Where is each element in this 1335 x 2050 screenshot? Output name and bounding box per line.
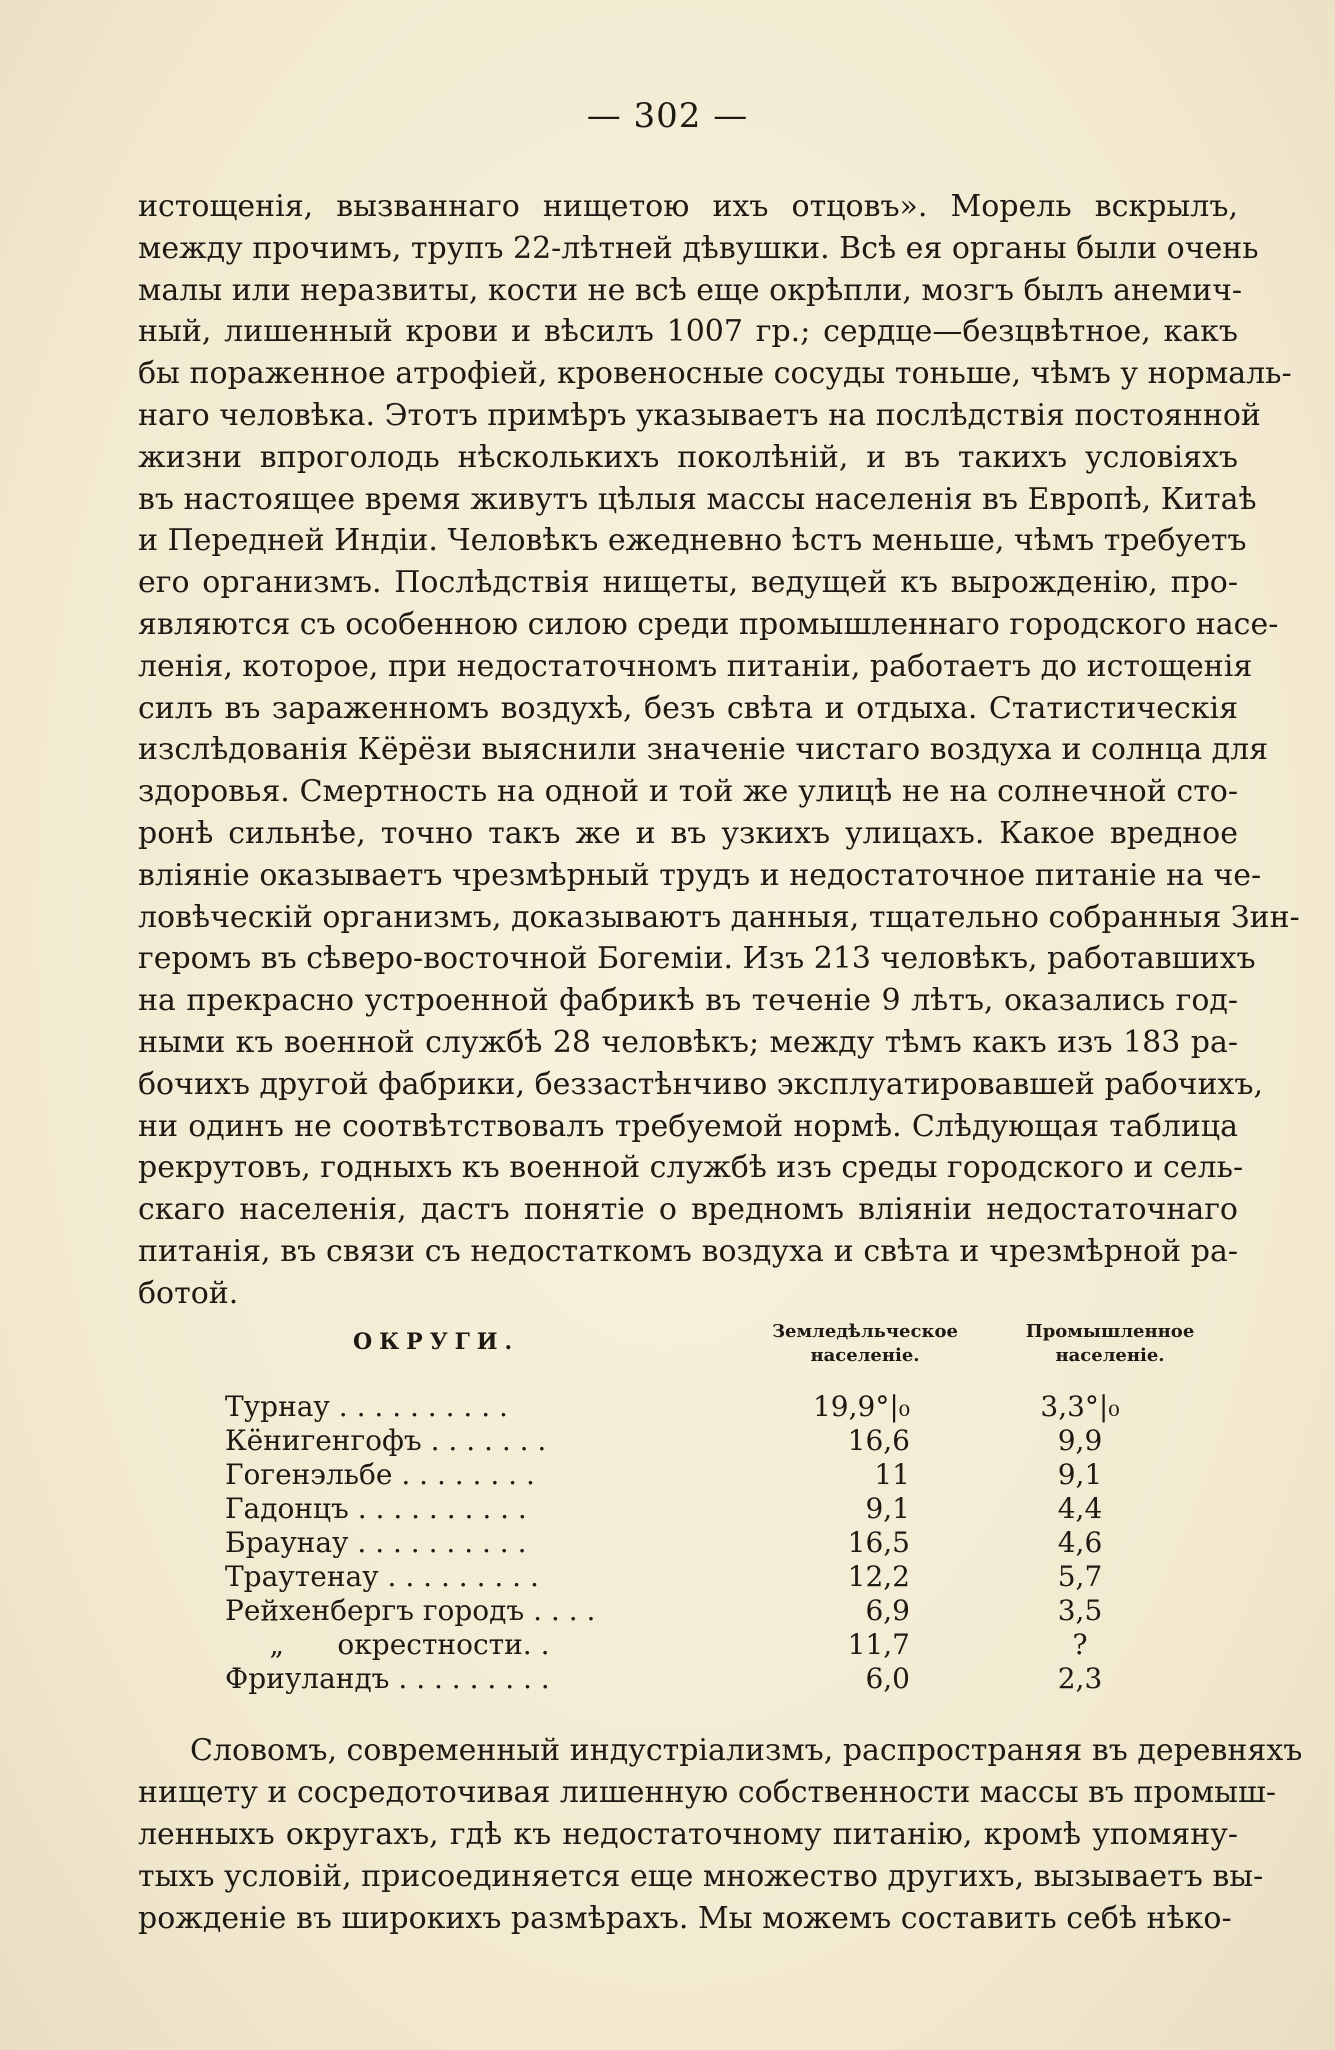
text-line: здоровья. Смертность на одной и той же улицѣ не на солнечной сто- xyxy=(138,774,1238,810)
text-line: нищету и сосредоточивая лишенную собственности массы въ промыш- xyxy=(138,1775,1277,1810)
text-line: ни одинъ не соотвѣтствовалъ требуемой нормѣ. Слѣдующая таблица xyxy=(138,1108,1238,1144)
table-row xyxy=(220,1594,1220,1628)
text-line: жизни впроголодь нѣсколькихъ поколѣній, и въ такихъ условіяхъ xyxy=(138,439,1238,475)
table-header-industrial-line1: Промышленное xyxy=(1025,1321,1195,1342)
table-cell-district: Фриуландъ . . . . . . . . . xyxy=(225,1662,550,1695)
table-cell-agricultural: 12,2 xyxy=(847,1560,910,1593)
text-line: рекрутовъ, годныхъ къ военной службѣ изъ среды городского и сель- xyxy=(138,1150,1244,1186)
table-header-agricultural-line1: Земледѣльческое xyxy=(772,1321,958,1342)
table-cell-district: Кёнигенгофъ . . . . . . . xyxy=(225,1424,547,1457)
table-cell-industrial: 3,5 xyxy=(1057,1594,1103,1627)
text-line: на прекрасно устроенной фабрикѣ въ теченіе 9 лѣтъ, оказались год- xyxy=(138,983,1238,1019)
table-cell-industrial: 4,4 xyxy=(1057,1492,1103,1525)
page-number: — 302 — xyxy=(586,96,749,136)
text-line: Словомъ, современный индустріализмъ, распространяя въ деревняхъ xyxy=(190,1733,1303,1768)
table-row xyxy=(220,1390,1220,1424)
text-line: между прочимъ, трупъ 22-лѣтней дѣвушки. Всѣ ея органы были очень xyxy=(138,230,1259,266)
table-row xyxy=(220,1458,1220,1492)
text-line: изслѣдованія Кёрёзи выяснили значеніе чистаго воздуха и солнца для xyxy=(138,732,1269,768)
paragraph-2 xyxy=(138,1730,1303,1940)
table-cell-agricultural: 6,9 xyxy=(865,1594,910,1627)
table-header-industrial xyxy=(990,1320,1230,1368)
text-line: ный, лишенный крови и вѣсилъ 1007 гр.; сердце—безцвѣтное, какъ xyxy=(138,314,1238,350)
table-cell-industrial: 3,3°|₀ xyxy=(1040,1390,1120,1423)
text-line: геромъ въ сѣверо-восточной Богеміи. Изъ 213 человѣкъ, работавшихъ xyxy=(138,941,1256,977)
table-cell-industrial: 2,3 xyxy=(1057,1662,1103,1695)
table-header-agricultural-line2: населеніе. xyxy=(810,1345,920,1366)
text-line: являются съ особенною силою среди промышленнаго городского насе- xyxy=(138,606,1279,642)
table-cell-district: Браунау . . . . . . . . . . xyxy=(225,1526,527,1559)
text-line: и Передней Индіи. Человѣкъ ежедневно ѣстъ меньше, чѣмъ требуетъ xyxy=(138,523,1247,559)
text-line: въ настоящее время живутъ цѣлыя массы населенія въ Европѣ, Китаѣ xyxy=(138,481,1257,517)
table-cell-agricultural: 19,9°|₀ xyxy=(812,1390,910,1423)
table-cell-district: Рейхенбергъ городъ . . . . xyxy=(225,1594,596,1627)
table-cell-district: „ окрестности. . xyxy=(225,1628,550,1661)
text-line: ловѣческій организмъ, доказываютъ данныя, тщательно собранныя Зин- xyxy=(138,899,1300,935)
table-row xyxy=(220,1628,1220,1662)
table-cell-industrial: 9,9 xyxy=(1057,1424,1103,1457)
table-row xyxy=(220,1560,1220,1594)
table-cell-industrial: 4,6 xyxy=(1057,1526,1103,1559)
text-line: ными къ военной службѣ 28 человѣкъ; между тѣмъ какъ изъ 183 ра- xyxy=(138,1024,1238,1060)
table-body xyxy=(220,1390,1220,1696)
text-line: ленныхъ округахъ, гдѣ къ недостаточному питанію, кромѣ упомяну- xyxy=(138,1817,1238,1852)
text-line: малы или неразвиты, кости не всѣ еще окрѣпли, мозгъ былъ анемич- xyxy=(138,272,1243,308)
table-header-industrial-line2: населеніе. xyxy=(1055,1345,1165,1366)
table-cell-agricultural: 9,1 xyxy=(865,1492,910,1525)
text-line: ботой. xyxy=(138,1275,239,1311)
table-cell-district: Турнау . . . . . . . . . . xyxy=(225,1390,508,1423)
table-row xyxy=(220,1492,1220,1526)
table-header-districts: ОКРУГИ. xyxy=(353,1329,520,1355)
table-cell-district: Гогенэльбе . . . . . . . . xyxy=(225,1458,535,1491)
text-line: тыхъ условій, присоединяется еще множество другихъ, вызываетъ вы- xyxy=(138,1859,1264,1894)
text-line: вліяніе оказываетъ чрезмѣрный трудъ и недостаточное питаніе на че- xyxy=(138,857,1262,893)
table-cell-district: Траутенау . . . . . . . . . xyxy=(225,1560,539,1593)
text-line: силъ въ зараженномъ воздухѣ, безъ свѣта и отдыха. Статистическія xyxy=(138,690,1238,726)
table-row xyxy=(220,1662,1220,1696)
paragraph-1 xyxy=(138,186,1300,1315)
table-row xyxy=(220,1424,1220,1458)
text-line: ронѣ сильнѣе, точно такъ же и въ узкихъ улицахъ. Какое вредное xyxy=(138,815,1238,851)
table-header-agricultural xyxy=(745,1320,985,1368)
text-line: наго человѣка. Этотъ примѣръ указываетъ на послѣдствія постоянной xyxy=(138,397,1261,433)
text-line: питанія, въ связи съ недостаткомъ воздуха и свѣта и чрезмѣрной ра- xyxy=(138,1233,1238,1269)
table-cell-agricultural: 16,6 xyxy=(847,1424,910,1457)
table-cell-district: Гадонцъ . . . . . . . . . . xyxy=(225,1492,527,1525)
table-cell-industrial: ? xyxy=(1072,1628,1088,1661)
text-line: бы пораженное атрофіей, кровеносные сосуды тоньше, чѣмъ у нормаль- xyxy=(138,356,1292,392)
table-cell-industrial: 9,1 xyxy=(1057,1458,1103,1491)
table-cell-agricultural: 11 xyxy=(874,1458,910,1491)
text-line: истощенія, вызваннаго нищетою ихъ отцовъ». Морель вскрылъ, xyxy=(138,189,1238,224)
table-cell-agricultural: 16,5 xyxy=(847,1526,910,1559)
text-line: рожденіе въ широкихъ размѣрахъ. Мы можемъ составить себѣ нѣко- xyxy=(138,1901,1232,1936)
table-cell-agricultural: 6,0 xyxy=(865,1662,910,1695)
text-line: скаго населенія, дастъ понятіе о вредномъ вліяніи недостаточнаго xyxy=(138,1192,1238,1228)
text-line: ленія, которое, при недостаточномъ питаніи, работаетъ до истощенія xyxy=(138,648,1253,684)
text-line: бочихъ другой фабрики, беззастѣнчиво эксплуатировавшей рабочихъ, xyxy=(138,1066,1264,1102)
table-cell-agricultural: 11,7 xyxy=(847,1628,910,1661)
text-line: его организмъ. Послѣдствія нищеты, ведущей къ вырожденію, про- xyxy=(138,565,1238,601)
table-row xyxy=(220,1526,1220,1560)
table-cell-industrial: 5,7 xyxy=(1057,1560,1103,1593)
